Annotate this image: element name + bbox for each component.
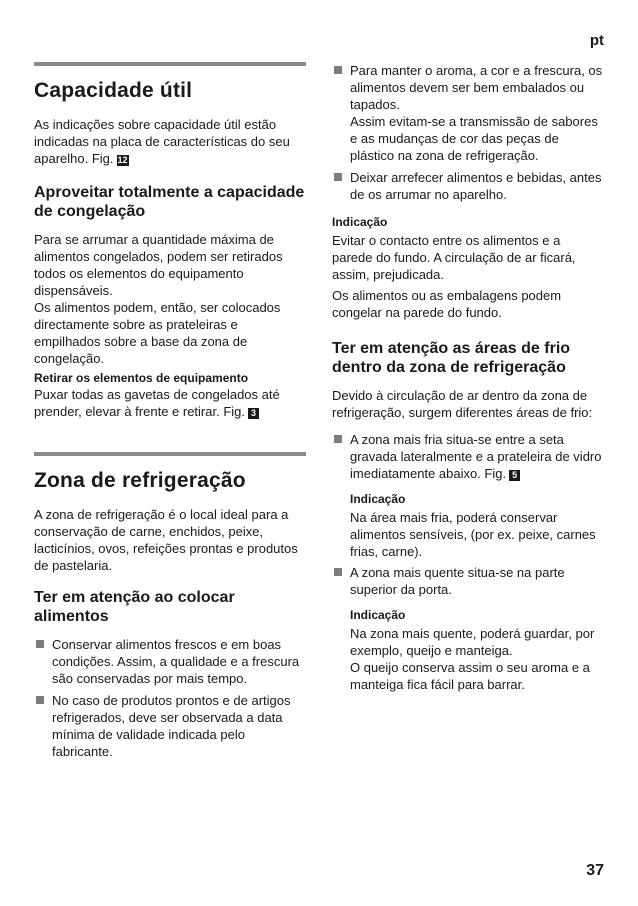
note-text: Na área mais fria, poderá conservar alimentos sensíveis, (por ex. peixe, carnes frias, carne). — [350, 510, 596, 559]
cold-areas-list-2 — [332, 564, 604, 598]
left-column — [34, 62, 306, 765]
bullet-square-icon — [334, 173, 342, 181]
page-number: 37 — [586, 862, 604, 879]
bullet-square-icon — [36, 696, 44, 704]
list-item: A zona mais fria situa-se entre a seta gravada lateralmente e a prateleira de vidro imediatamente abaixo. Fig. 5 — [332, 431, 604, 482]
capacity-paragraph: As indicações sobre capacidade útil estão indicadas na placa de características do seu aparelho. Fig. 12 — [34, 117, 290, 166]
bullet-square-icon — [334, 435, 342, 443]
refrigeration-paragraph: A zona de refrigeração é o local ideal para a conservação de carne, enchidos, peixe, lacticínios, ovos, refeições prontas e produtos de pastelaria. — [34, 507, 298, 573]
list-item: Conservar alimentos frescos e em boas condições. Assim, a qualidade e a frescura são conservadas por mais tempo. — [34, 636, 306, 687]
section-rule — [34, 452, 306, 456]
note-block-coldest — [332, 487, 604, 560]
placing-food-list — [34, 636, 306, 760]
note-paragraph-2: Os alimentos ou as embalagens podem congelar na parede do fundo. — [332, 288, 562, 320]
note-label: Indicação — [350, 492, 406, 506]
bullet-square-icon — [36, 640, 44, 648]
note-block-warmest — [332, 603, 604, 693]
bullet-square-icon — [334, 568, 342, 576]
storage-tips-list — [332, 62, 604, 203]
note-text: O queijo conserva assim o seu aroma e a manteiga fica fácil para barrar. — [350, 660, 590, 692]
bullet-square-icon — [334, 66, 342, 74]
remove-equipment-paragraph: Puxar todas as gavetas de congelados até prender, elevar à frente e retirar. Fig. 3 — [34, 387, 280, 419]
figure-ref-badge: 12 — [117, 155, 128, 165]
section-title-capacity: Capacidade útil — [34, 79, 193, 102]
note-label: Indicação — [350, 608, 406, 622]
freezing-paragraph-1: Para se arrumar a quantidade máxima de alimentos congelados, podem ser retirados todos os elementos do equipamento dispensáveis. — [34, 232, 283, 298]
remove-equipment-heading: Retirar os elementos de equipamento — [34, 371, 249, 385]
subsection-title-placing-food: Ter em atenção ao colocar alimentos — [34, 589, 235, 625]
figure-ref-badge: 3 — [248, 408, 259, 419]
section-title-refrigeration-zone: Zona de refrigeração — [34, 469, 246, 492]
note-label: Indicação — [332, 215, 388, 229]
language-code: pt — [589, 32, 604, 49]
note-paragraph-1: Evitar o contacto entre os alimentos e a parede do fundo. A circulação de ar ficará, assim, prejudicada. — [332, 233, 576, 282]
list-item: A zona mais quente situa-se na parte superior da porta. — [332, 564, 604, 598]
cold-areas-list — [332, 431, 604, 482]
cold-areas-paragraph: Devido à circulação de ar dentro da zona de refrigeração, surgem diferentes áreas de frio: — [332, 388, 593, 420]
subsection-title-cold-areas: Ter em atenção as áreas de frio dentro da zona de refrigeração — [332, 340, 571, 376]
list-item: Deixar arrefecer alimentos e bebidas, antes de os arrumar no aparelho. — [332, 169, 604, 203]
subsection-title-freezing-capacity: Aproveitar totalmente a capacidade de congelação — [34, 184, 305, 220]
list-item: No caso de produtos prontos e de artigos refrigerados, deve ser observada a data mínima de validade indicada pelo fabricante. — [34, 692, 306, 760]
note-text: Na zona mais quente, poderá guardar, por exemplo, queijo e manteiga. — [350, 626, 595, 658]
right-column — [332, 62, 604, 693]
section-rule — [34, 62, 306, 66]
figure-ref-badge: 5 — [509, 470, 520, 481]
list-item: Para manter o aroma, a cor e a frescura, os alimentos devem ser bem embalados ou tapados. Assim evitam-se a transmissão de sabores e as mudanças de cor das peças de plástico na zona de refrigeração. — [332, 62, 604, 164]
freezing-paragraph-2: Os alimentos podem, então, ser colocados directamente sobre as prateleiras e empilhados sobre a base da zona de congelação. — [34, 300, 281, 366]
